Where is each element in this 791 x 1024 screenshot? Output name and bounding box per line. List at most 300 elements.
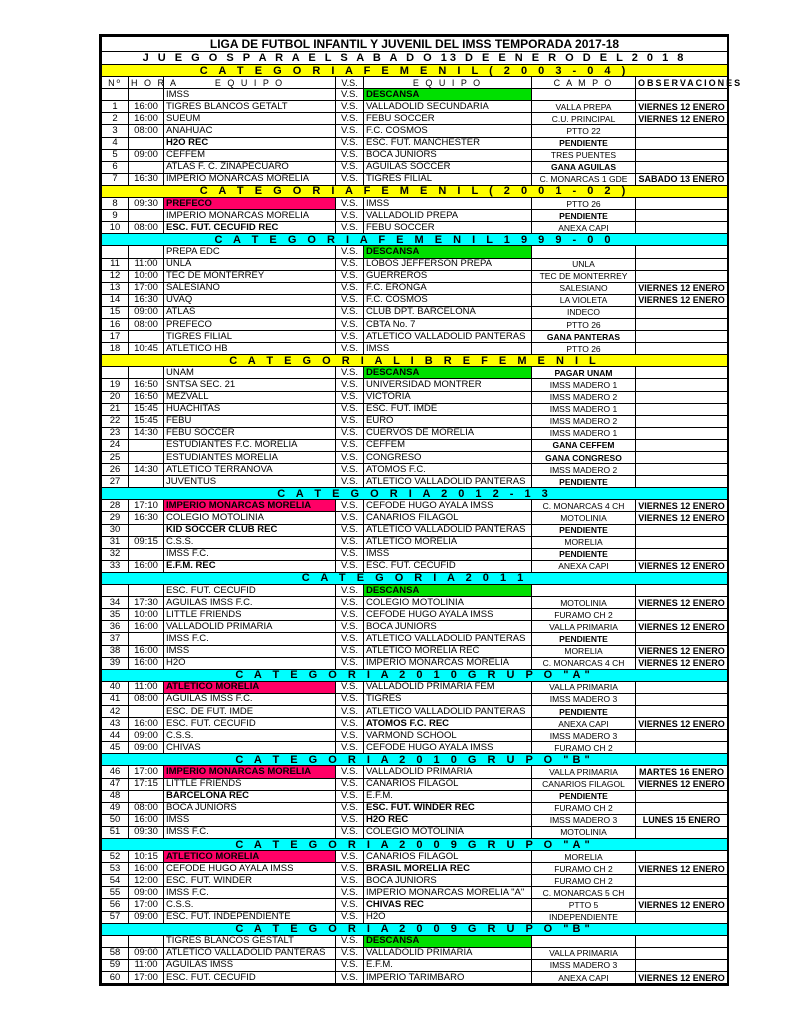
observation — [636, 343, 728, 355]
field-name: PAGAR UNAM — [532, 367, 636, 379]
vs-label: V.S. — [336, 403, 364, 415]
match-row — [102, 585, 728, 597]
home-team: ESC. FUT. CECUFID — [164, 585, 336, 597]
match-number: 33 — [102, 560, 129, 572]
away-team: ESC. FUT. MANCHESTER — [364, 137, 532, 149]
observation — [636, 609, 728, 621]
field-name: FURAMO CH 2 — [532, 802, 636, 814]
header-away-team: E Q U I P O — [364, 77, 532, 89]
vs-label: V.S. — [336, 887, 364, 899]
away-team: ATOMOS F.C. REC — [364, 718, 532, 730]
match-number: 31 — [102, 536, 129, 548]
field-name: ANEXA CAPI — [532, 222, 636, 234]
field-name: MORELIA — [532, 645, 636, 657]
match-time: 14:30 — [129, 427, 164, 439]
away-team: F.C. COSMOS — [364, 294, 532, 306]
home-team: VALLADOLID PRIMARIA — [164, 621, 336, 633]
away-team: H2O REC — [364, 814, 532, 826]
header-number: Nº — [102, 77, 129, 89]
field-name: FURAMO CH 2 — [532, 863, 636, 875]
match-time: 08:00 — [129, 318, 164, 330]
match-time: 09:15 — [129, 536, 164, 548]
match-number: 36 — [102, 621, 129, 633]
match-number: 58 — [102, 947, 129, 959]
home-team: SNTSA SEC. 21 — [164, 379, 336, 391]
away-team: FEBU SOCCER — [364, 113, 532, 125]
vs-label: V.S. — [336, 778, 364, 790]
observation — [636, 681, 728, 693]
home-team: PREFECO — [164, 318, 336, 330]
away-team: TIGRES FILIAL — [364, 173, 532, 185]
match-row — [102, 101, 728, 113]
match-number: 21 — [102, 403, 129, 415]
match-number: 45 — [102, 742, 129, 754]
field-name: MOTOLINIA — [532, 512, 636, 524]
match-number: 17 — [102, 331, 129, 343]
vs-label: V.S. — [336, 536, 364, 548]
match-row — [102, 693, 728, 705]
match-row — [102, 125, 728, 137]
vs-label: V.S. — [336, 693, 364, 705]
category-label: C A T E G O R I A 2 0 1 0 G R U P O "A" — [102, 669, 728, 681]
match-number: 4 — [102, 137, 129, 149]
field-name: C. MONARCAS 5 CH — [532, 887, 636, 899]
match-time: 16:30 — [129, 173, 164, 185]
observation: VIERNES 12 ENERO — [636, 282, 728, 294]
home-team: JUVENTUS — [164, 476, 336, 488]
vs-label: V.S. — [336, 367, 364, 379]
match-time: 17:00 — [129, 899, 164, 911]
match-time: 09:00 — [129, 306, 164, 318]
match-row — [102, 863, 728, 875]
away-team: F.C. ERONGA — [364, 282, 532, 294]
home-team: IMSS — [164, 645, 336, 657]
category-row — [102, 355, 728, 367]
observation — [636, 149, 728, 161]
field-name: PENDIENTE — [532, 790, 636, 802]
vs-label: V.S. — [336, 585, 364, 597]
observation — [636, 415, 728, 427]
match-number: 3 — [102, 125, 129, 137]
home-team: TEC DE MONTERREY — [164, 270, 336, 282]
header-observations: OBSERVACIONES — [636, 77, 728, 89]
category-label: C A T E G O R I A 2 0 0 9 G R U P O "A" — [102, 839, 728, 851]
vs-label: V.S. — [336, 718, 364, 730]
vs-label: V.S. — [336, 560, 364, 572]
home-team: IMPERIO MONARCAS MORELIA — [164, 766, 336, 778]
vs-label: V.S. — [336, 246, 364, 258]
home-team: ESC. FUT. INDEPENDIENTE — [164, 911, 336, 923]
away-team: CLUB DPT. BARCELONA — [364, 306, 532, 318]
match-time: 14:30 — [129, 464, 164, 476]
home-team: UNAM — [164, 367, 336, 379]
home-team: ESC. FUT. CECUFID — [164, 972, 336, 984]
match-time: 16:00 — [129, 863, 164, 875]
home-team: PREFECO — [164, 198, 336, 210]
schedule-sheet — [99, 34, 743, 986]
away-team: AGUILAS SOCCER — [364, 161, 532, 173]
category-label: C A T E G O R I A F E M E N I L 1 9 9 9 - 0 0 — [102, 234, 728, 246]
field-name: MOTOLINIA — [532, 597, 636, 609]
away-team: VALLADOLID PRIMARIA — [364, 947, 532, 959]
away-team: FEBU SOCCER — [364, 222, 532, 234]
match-time — [129, 790, 164, 802]
away-team: TIGRES — [364, 693, 532, 705]
field-name: INDECO — [532, 306, 636, 318]
home-team: H2O REC — [164, 137, 336, 149]
header-vs: V.S. — [336, 77, 364, 89]
match-time: 17:10 — [129, 500, 164, 512]
match-time: 09:00 — [129, 730, 164, 742]
field-name: VALLA PRIMARIA — [532, 681, 636, 693]
away-team: CANARIOS FILAGOL — [364, 851, 532, 863]
match-number: 1 — [102, 101, 129, 113]
match-row — [102, 391, 728, 403]
home-team: LITTLE FRIENDS — [164, 778, 336, 790]
vs-label: V.S. — [336, 863, 364, 875]
match-row — [102, 911, 728, 923]
match-row — [102, 681, 728, 693]
match-time — [129, 476, 164, 488]
match-time — [129, 89, 164, 101]
category-label: C A T E G O R I A 2 0 1 0 G R U P O "B" — [102, 754, 728, 766]
vs-label: V.S. — [336, 911, 364, 923]
observation — [636, 198, 728, 210]
match-row — [102, 318, 728, 330]
match-row — [102, 173, 728, 185]
match-row — [102, 814, 728, 826]
match-time: 08:00 — [129, 222, 164, 234]
observation: VIERNES 12 ENERO — [636, 657, 728, 669]
away-team: DESCANSA — [364, 89, 532, 101]
match-number: 60 — [102, 972, 129, 984]
match-time: 08:00 — [129, 802, 164, 814]
match-number — [102, 585, 129, 597]
match-number: 43 — [102, 718, 129, 730]
match-row — [102, 645, 728, 657]
match-number: 13 — [102, 282, 129, 294]
vs-label: V.S. — [336, 621, 364, 633]
match-number: 49 — [102, 802, 129, 814]
match-time: 09:30 — [129, 826, 164, 838]
observation — [636, 536, 728, 548]
match-row — [102, 597, 728, 609]
match-number: 41 — [102, 693, 129, 705]
home-team: BOCA JUNIORS — [164, 802, 336, 814]
field-name: IMSS MADERO 1 — [532, 427, 636, 439]
header-time: H O R A — [129, 77, 164, 89]
observation: VIERNES 12 ENERO — [636, 512, 728, 524]
home-team: TIGRES BLANCOS GESTALT — [164, 935, 336, 947]
match-time: 16:50 — [129, 391, 164, 403]
match-time: 17:00 — [129, 282, 164, 294]
vs-label: V.S. — [336, 391, 364, 403]
match-row — [102, 343, 728, 355]
match-time: 11:00 — [129, 681, 164, 693]
match-row — [102, 439, 728, 451]
home-team: TIGRES FILIAL — [164, 331, 336, 343]
vs-label: V.S. — [336, 814, 364, 826]
vs-label: V.S. — [336, 645, 364, 657]
home-team: ATLAS F. C. ZINAPECUARO — [164, 161, 336, 173]
away-team: CEFODE HUGO AYALA IMSS — [364, 500, 532, 512]
field-name: PENDIENTE — [532, 210, 636, 222]
match-number: 59 — [102, 959, 129, 971]
home-team: ATLETICO TERRANOVA — [164, 464, 336, 476]
vs-label: V.S. — [336, 609, 364, 621]
home-team: C.S.S. — [164, 899, 336, 911]
match-row — [102, 222, 728, 234]
vs-label: V.S. — [336, 137, 364, 149]
observation: VIERNES 12 ENERO — [636, 597, 728, 609]
match-number: 16 — [102, 318, 129, 330]
match-row — [102, 778, 728, 790]
away-team: COLEGIO MOTOLINIA — [364, 826, 532, 838]
vs-label: V.S. — [336, 294, 364, 306]
match-number: 54 — [102, 875, 129, 887]
away-team: ATLETICO VALLADOLID PANTERAS — [364, 331, 532, 343]
away-team: LOBOS JEFFERSON PREPA — [364, 258, 532, 270]
match-time — [129, 633, 164, 645]
vs-label: V.S. — [336, 972, 364, 984]
home-team: SALESIANO — [164, 282, 336, 294]
field-name: GANA CONGRESO — [532, 452, 636, 464]
category-row — [102, 572, 728, 584]
match-row — [102, 657, 728, 669]
field-name: C. MONARCAS 1 GDE — [532, 173, 636, 185]
field-name: CANARIOS FILAGOL — [532, 778, 636, 790]
observation — [636, 125, 728, 137]
vs-label: V.S. — [336, 681, 364, 693]
schedule-table — [101, 36, 743, 984]
away-team: VALLADOLID SECUNDARIA — [364, 101, 532, 113]
category-row — [102, 669, 728, 681]
field-name: IMSS MADERO 3 — [532, 693, 636, 705]
title-row — [102, 37, 728, 52]
observation: MARTES 16 ENERO — [636, 766, 728, 778]
match-row — [102, 766, 728, 778]
match-time — [129, 331, 164, 343]
home-team: KID SOCCER CLUB REC — [164, 524, 336, 536]
away-team: F.C. COSMOS — [364, 125, 532, 137]
away-team: IMSS — [364, 548, 532, 560]
home-team: UVAQ — [164, 294, 336, 306]
away-team: E.F.M. — [364, 959, 532, 971]
away-team: ESC. FUT. WINDER REC — [364, 802, 532, 814]
vs-label: V.S. — [336, 802, 364, 814]
observation — [636, 742, 728, 754]
away-team: CHIVAS REC — [364, 899, 532, 911]
vs-label: V.S. — [336, 113, 364, 125]
match-row — [102, 524, 728, 536]
vs-label: V.S. — [336, 899, 364, 911]
match-row — [102, 198, 728, 210]
home-team: IMPERIO MONARCAS MORELIA — [164, 210, 336, 222]
observation: VIERNES 12 ENERO — [636, 560, 728, 572]
vs-label: V.S. — [336, 439, 364, 451]
match-row — [102, 959, 728, 971]
field-name: PENDIENTE — [532, 476, 636, 488]
match-row — [102, 89, 728, 101]
match-row — [102, 742, 728, 754]
match-number: 51 — [102, 826, 129, 838]
home-team: ATLETICO MORELIA — [164, 681, 336, 693]
match-time: 09:00 — [129, 947, 164, 959]
field-name: SALESIANO — [532, 282, 636, 294]
field-name: C.U. PRINCIPAL — [532, 113, 636, 125]
match-number: 55 — [102, 887, 129, 899]
category-label: C A T E G O R I A 2 0 1 1 — [102, 572, 728, 584]
observation — [636, 826, 728, 838]
vs-label: V.S. — [336, 452, 364, 464]
match-date-heading: J U E G O S P A R A E L S A B A D O 13 D E E N E R O D E L 2 0 1 8 — [102, 52, 728, 65]
match-number: 27 — [102, 476, 129, 488]
match-time — [129, 137, 164, 149]
category-row — [102, 923, 728, 935]
category-label: C A T E G O R I A L I B R E F E M E N I L — [102, 355, 728, 367]
match-number: 56 — [102, 899, 129, 911]
field-name — [532, 585, 636, 597]
match-time: 16:30 — [129, 294, 164, 306]
match-row — [102, 210, 728, 222]
match-time: 16:00 — [129, 718, 164, 730]
observation: SABADO 13 ENERO — [636, 173, 728, 185]
observation — [636, 210, 728, 222]
away-team: CBTA No. 7 — [364, 318, 532, 330]
away-team: CEFODE HUGO AYALA IMSS — [364, 609, 532, 621]
subtitle-row — [102, 52, 728, 65]
observation — [636, 161, 728, 173]
observation — [636, 403, 728, 415]
field-name: PENDIENTE — [532, 548, 636, 560]
match-time: 15:45 — [129, 415, 164, 427]
home-team: MEZVALL — [164, 391, 336, 403]
vs-label: V.S. — [336, 790, 364, 802]
vs-label: V.S. — [336, 222, 364, 234]
observation — [636, 246, 728, 258]
away-team: CONGRESO — [364, 452, 532, 464]
header-home-team: E Q U I P O — [164, 77, 336, 89]
field-name: VALLA PRIMARIA — [532, 947, 636, 959]
home-team: IMPERIO MONARCAS MORELIA — [164, 500, 336, 512]
vs-label: V.S. — [336, 415, 364, 427]
observation — [636, 790, 728, 802]
away-team: EURO — [364, 415, 532, 427]
observation — [636, 222, 728, 234]
observation — [636, 331, 728, 343]
field-name: GANA AGUILAS — [532, 161, 636, 173]
match-time — [129, 246, 164, 258]
field-name: PENDIENTE — [532, 633, 636, 645]
vs-label: V.S. — [336, 258, 364, 270]
observation — [636, 439, 728, 451]
observation: VIERNES 12 ENERO — [636, 101, 728, 113]
field-name: PENDIENTE — [532, 137, 636, 149]
match-row — [102, 367, 728, 379]
match-time — [129, 452, 164, 464]
match-row — [102, 790, 728, 802]
match-row — [102, 705, 728, 717]
vs-label: V.S. — [336, 427, 364, 439]
category-label: C A T E G O R I A F E M E N I L ( 2 0 0 3 - 0 4 ) — [102, 65, 728, 77]
match-time: 17:00 — [129, 766, 164, 778]
field-name: IMSS MADERO 2 — [532, 391, 636, 403]
match-row — [102, 258, 728, 270]
match-time: 10:00 — [129, 609, 164, 621]
vs-label: V.S. — [336, 149, 364, 161]
away-team: DESCANSA — [364, 246, 532, 258]
match-number: 9 — [102, 210, 129, 222]
match-number: 52 — [102, 851, 129, 863]
match-row — [102, 427, 728, 439]
observation: VIERNES 12 ENERO — [636, 863, 728, 875]
field-name: GANA PANTERAS — [532, 331, 636, 343]
field-name: IMSS MADERO 2 — [532, 415, 636, 427]
observation — [636, 367, 728, 379]
home-team: IMSS — [164, 814, 336, 826]
match-row — [102, 875, 728, 887]
match-number: 22 — [102, 415, 129, 427]
field-name: C. MONARCAS 4 CH — [532, 500, 636, 512]
observation — [636, 258, 728, 270]
match-row — [102, 403, 728, 415]
match-row — [102, 294, 728, 306]
match-row — [102, 270, 728, 282]
home-team: LITTLE FRIENDS — [164, 609, 336, 621]
match-number: 25 — [102, 452, 129, 464]
match-number: 23 — [102, 427, 129, 439]
observation — [636, 306, 728, 318]
home-team: ANAHUAC — [164, 125, 336, 137]
match-time: 12:00 — [129, 875, 164, 887]
match-number: 37 — [102, 633, 129, 645]
match-row — [102, 161, 728, 173]
match-number: 12 — [102, 270, 129, 282]
match-row — [102, 947, 728, 959]
match-time: 17:15 — [129, 778, 164, 790]
home-team: ESTUDIANTES F.C. MORELIA — [164, 439, 336, 451]
match-number: 53 — [102, 863, 129, 875]
match-time: 10:15 — [129, 851, 164, 863]
match-time: 08:00 — [129, 125, 164, 137]
observation — [636, 548, 728, 560]
away-team: E.F.M. — [364, 790, 532, 802]
observation: VIERNES 12 ENERO — [636, 500, 728, 512]
vs-label: V.S. — [336, 198, 364, 210]
match-time: 16:00 — [129, 101, 164, 113]
vs-label: V.S. — [336, 270, 364, 282]
match-row — [102, 548, 728, 560]
away-team: CUERVOS DE MORELIA — [364, 427, 532, 439]
observation — [636, 730, 728, 742]
match-time: 17:00 — [129, 972, 164, 984]
observation — [636, 851, 728, 863]
category-row — [102, 185, 728, 197]
away-team: ATOMOS F.C. — [364, 464, 532, 476]
match-row — [102, 149, 728, 161]
match-time — [129, 705, 164, 717]
match-time: 16:00 — [129, 113, 164, 125]
home-team: BARCELONA REC — [164, 790, 336, 802]
home-team: ATLETICO MORELIA — [164, 851, 336, 863]
away-team: COLEGIO MOTOLINIA — [364, 597, 532, 609]
vs-label: V.S. — [336, 959, 364, 971]
field-name: PTTO 26 — [532, 198, 636, 210]
home-team: AGUILAS IMSS F.C. — [164, 693, 336, 705]
match-number: 57 — [102, 911, 129, 923]
observation: VIERNES 12 ENERO — [636, 113, 728, 125]
home-team: H2O — [164, 657, 336, 669]
